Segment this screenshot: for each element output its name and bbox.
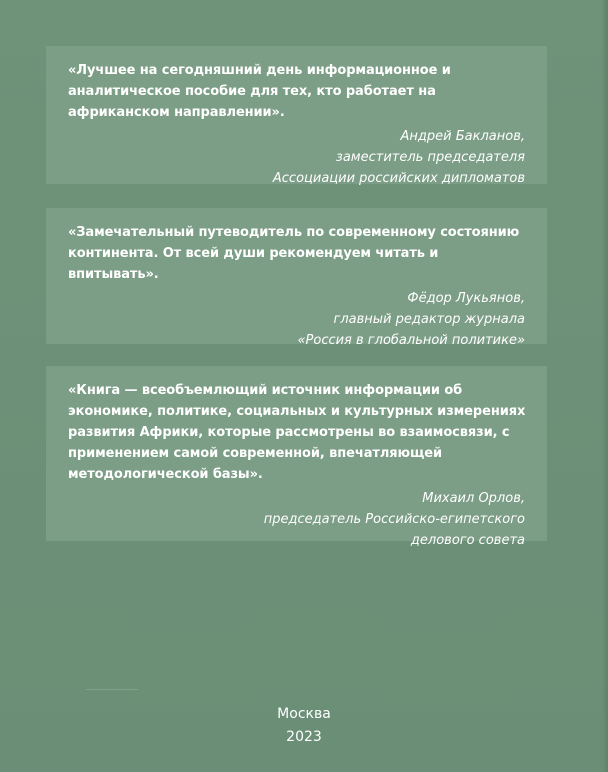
- divider: [86, 689, 138, 690]
- reviewer-position: заместитель председателя: [335, 150, 525, 165]
- review-attribution: [68, 488, 527, 551]
- review-card-1: [46, 46, 547, 184]
- review-card-3: [46, 366, 547, 548]
- review-quote: «Лучшее на сегодняшний день информационное и аналитическое пособие для тех, кто работает на африканском направлении».: [68, 63, 451, 120]
- reviewer-position: председатель Российско-египетского: [263, 512, 525, 527]
- reviewer-name: Михаил Орлов,: [422, 491, 525, 506]
- reviewer-position: главный редактор журнала: [333, 312, 525, 327]
- review-attribution: [68, 288, 527, 351]
- reviewer-name: Фёдор Лукьянов,: [407, 291, 525, 306]
- review-card-2: [46, 208, 547, 348]
- imprint-city: Москва: [277, 706, 331, 722]
- review-attribution: [68, 126, 527, 189]
- review-quote: «Книга — всеобъемлющий источник информации об экономике, политике, социальных и культурных измерениях развития Африки, которые рассмотрены во взаимосвязи, с применением самой современной, впечатляющей методологической базы».: [68, 383, 526, 482]
- reviewer-organization: делового совета: [410, 533, 525, 548]
- imprint-year: 2023: [286, 729, 322, 745]
- imprint: [0, 703, 608, 749]
- reviewer-organization: Ассоциации российских дипломатов: [272, 171, 525, 186]
- review-quote: «Замечательный путеводитель по современному состоянию континента. От всей души рекомендуем читать и впитывать».: [68, 225, 520, 282]
- page-edge: [602, 0, 608, 772]
- reviewer-name: Андрей Бакланов,: [400, 129, 525, 144]
- reviewer-organization: «Россия в глобальной политике»: [297, 333, 525, 348]
